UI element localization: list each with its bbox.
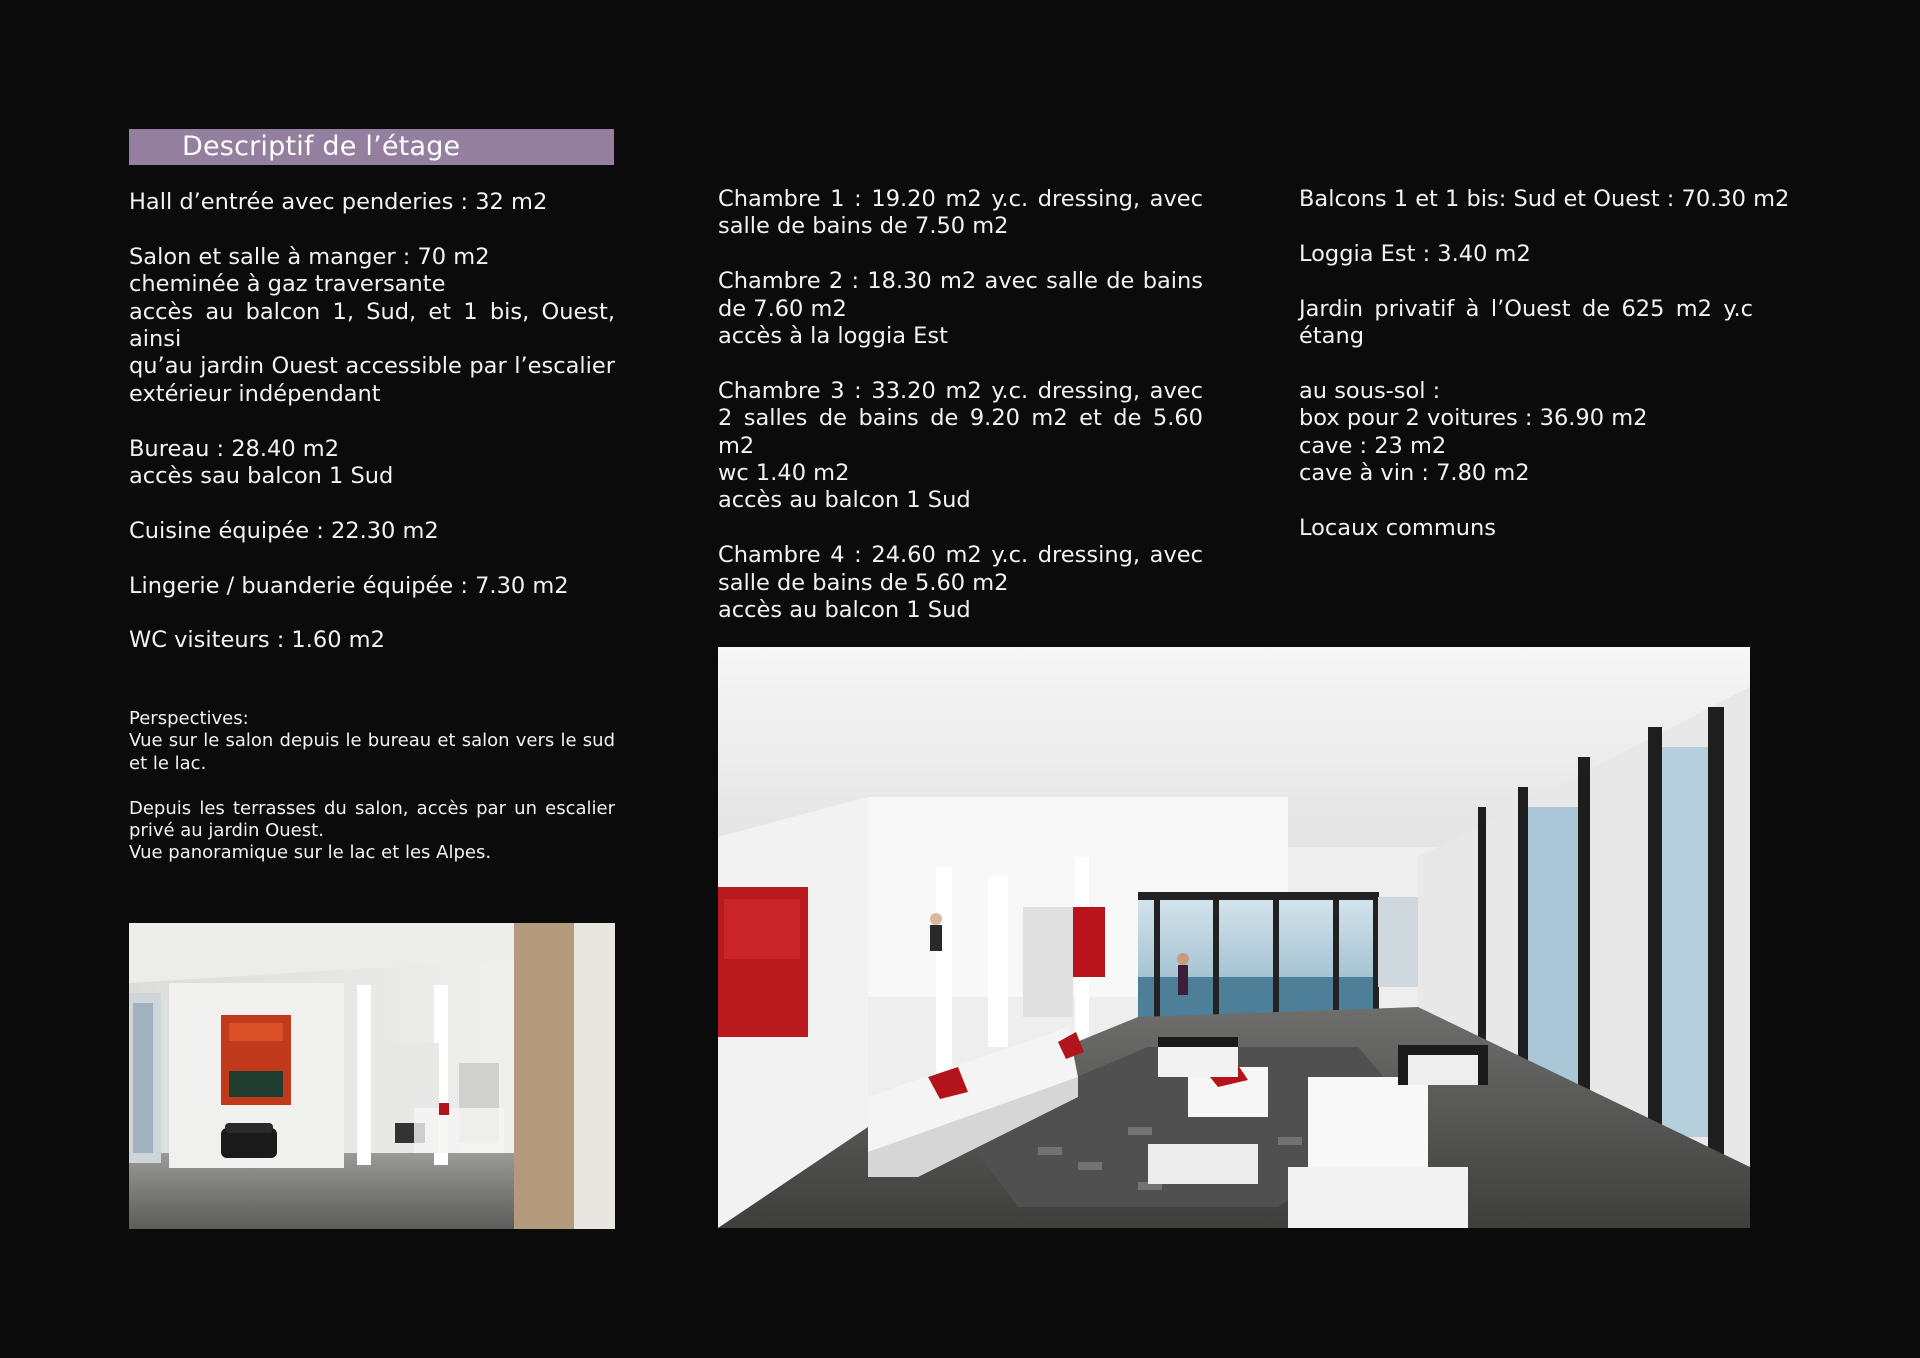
text-line: Vue panoramique sur le lac et les Alpes. xyxy=(129,842,492,864)
right-column-paragraph xyxy=(1299,515,1753,542)
text-line: accès au balcon 1 Sud xyxy=(718,597,971,624)
perspectives-caption xyxy=(129,708,615,887)
perspectives-paragraph xyxy=(129,798,615,865)
text-line: Perspectives: xyxy=(129,708,249,729)
interior-render-small xyxy=(129,923,615,1229)
text-line: accès au balcon 1 Sud xyxy=(718,487,971,514)
left-column-paragraph xyxy=(129,436,615,491)
middle-column-paragraph xyxy=(718,542,1203,624)
text-line: Chambre 2 : 18.30 m2 avec salle de bains xyxy=(718,268,1203,295)
text-line: cave : 23 m2 xyxy=(1299,432,1447,459)
left-column-paragraph xyxy=(129,189,615,216)
text-line: salle de bains de 5.60 m2 xyxy=(718,569,1009,596)
right-column xyxy=(1299,186,1790,570)
text-line: WC visiteurs : 1.60 m2 xyxy=(129,627,385,654)
text-line: Salon et salle à manger : 70 m2 xyxy=(129,243,490,270)
right-column-paragraph xyxy=(1299,296,1753,351)
text-line: salle de bains de 7.50 m2 xyxy=(718,213,1009,240)
text-line: Locaux communs xyxy=(1299,514,1497,541)
text-line: Cuisine équipée : 22.30 m2 xyxy=(129,517,439,544)
text-line: qu’au jardin Ouest accessible par l’escalier xyxy=(129,353,615,380)
text-line: extérieur indépendant xyxy=(129,380,381,407)
text-line: Lingerie / buanderie équipée : 7.30 m2 xyxy=(129,572,569,599)
text-line: Jardin privatif à l’Ouest de 625 m2 y.c xyxy=(1299,295,1753,322)
right-column-paragraph xyxy=(1299,378,1753,488)
right-column-paragraph xyxy=(1299,186,1790,213)
text-line: de 7.60 m2 xyxy=(718,295,847,322)
section-title: Descriptif de l’étage xyxy=(129,129,614,165)
left-column-paragraph xyxy=(129,518,615,545)
left-column xyxy=(129,189,615,682)
left-column-paragraph xyxy=(129,627,615,654)
text-line: Hall d’entrée avec penderies : 32 m2 xyxy=(129,189,548,215)
perspectives-paragraph xyxy=(129,708,615,775)
right-column-paragraph xyxy=(1299,241,1753,268)
text-line: Chambre 3 : 33.20 m2 y.c. dressing, avec xyxy=(718,377,1203,404)
text-line: Chambre 4 : 24.60 m2 y.c. dressing, avec xyxy=(718,542,1203,569)
middle-column xyxy=(718,186,1203,652)
text-line: accès à la loggia Est xyxy=(718,323,948,350)
text-line: et le lac. xyxy=(129,752,207,774)
text-line: Chambre 1 : 19.20 m2 y.c. dressing, avec xyxy=(718,186,1203,212)
middle-column-paragraph xyxy=(718,378,1203,515)
text-line: cave à vin : 7.80 m2 xyxy=(1299,460,1530,487)
text-line: au sous-sol : xyxy=(1299,377,1441,404)
left-column-paragraph xyxy=(129,573,615,600)
middle-column-paragraph xyxy=(718,268,1203,350)
text-line: box pour 2 voitures : 36.90 m2 xyxy=(1299,405,1648,432)
text-line: Loggia Est : 3.40 m2 xyxy=(1299,240,1531,267)
text-line: Vue sur le salon depuis le bureau et salon vers le sud xyxy=(129,730,615,752)
text-line: privé au jardin Ouest. xyxy=(129,820,324,842)
text-line: Balcons 1 et 1 bis: Sud et Ouest : 70.30 m2 xyxy=(1299,186,1790,212)
text-line: Bureau : 28.40 m2 xyxy=(129,435,340,462)
text-line: cheminée à gaz traversante xyxy=(129,271,446,298)
text-line: wc 1.40 m2 xyxy=(718,460,850,487)
left-column-paragraph xyxy=(129,244,615,408)
text-line: 2 salles de bains de 9.20 m2 et de 5.60 m2 xyxy=(718,405,1203,459)
text-line: accès au balcon 1, Sud, et 1 bis, Ouest, ainsi xyxy=(129,298,615,353)
text-line: Depuis les terrasses du salon, accès par un escalier xyxy=(129,797,615,819)
text-line: accès sau balcon 1 Sud xyxy=(129,463,394,490)
middle-column-paragraph xyxy=(718,186,1203,241)
text-line: étang xyxy=(1299,323,1364,349)
interior-render-large xyxy=(718,647,1750,1228)
